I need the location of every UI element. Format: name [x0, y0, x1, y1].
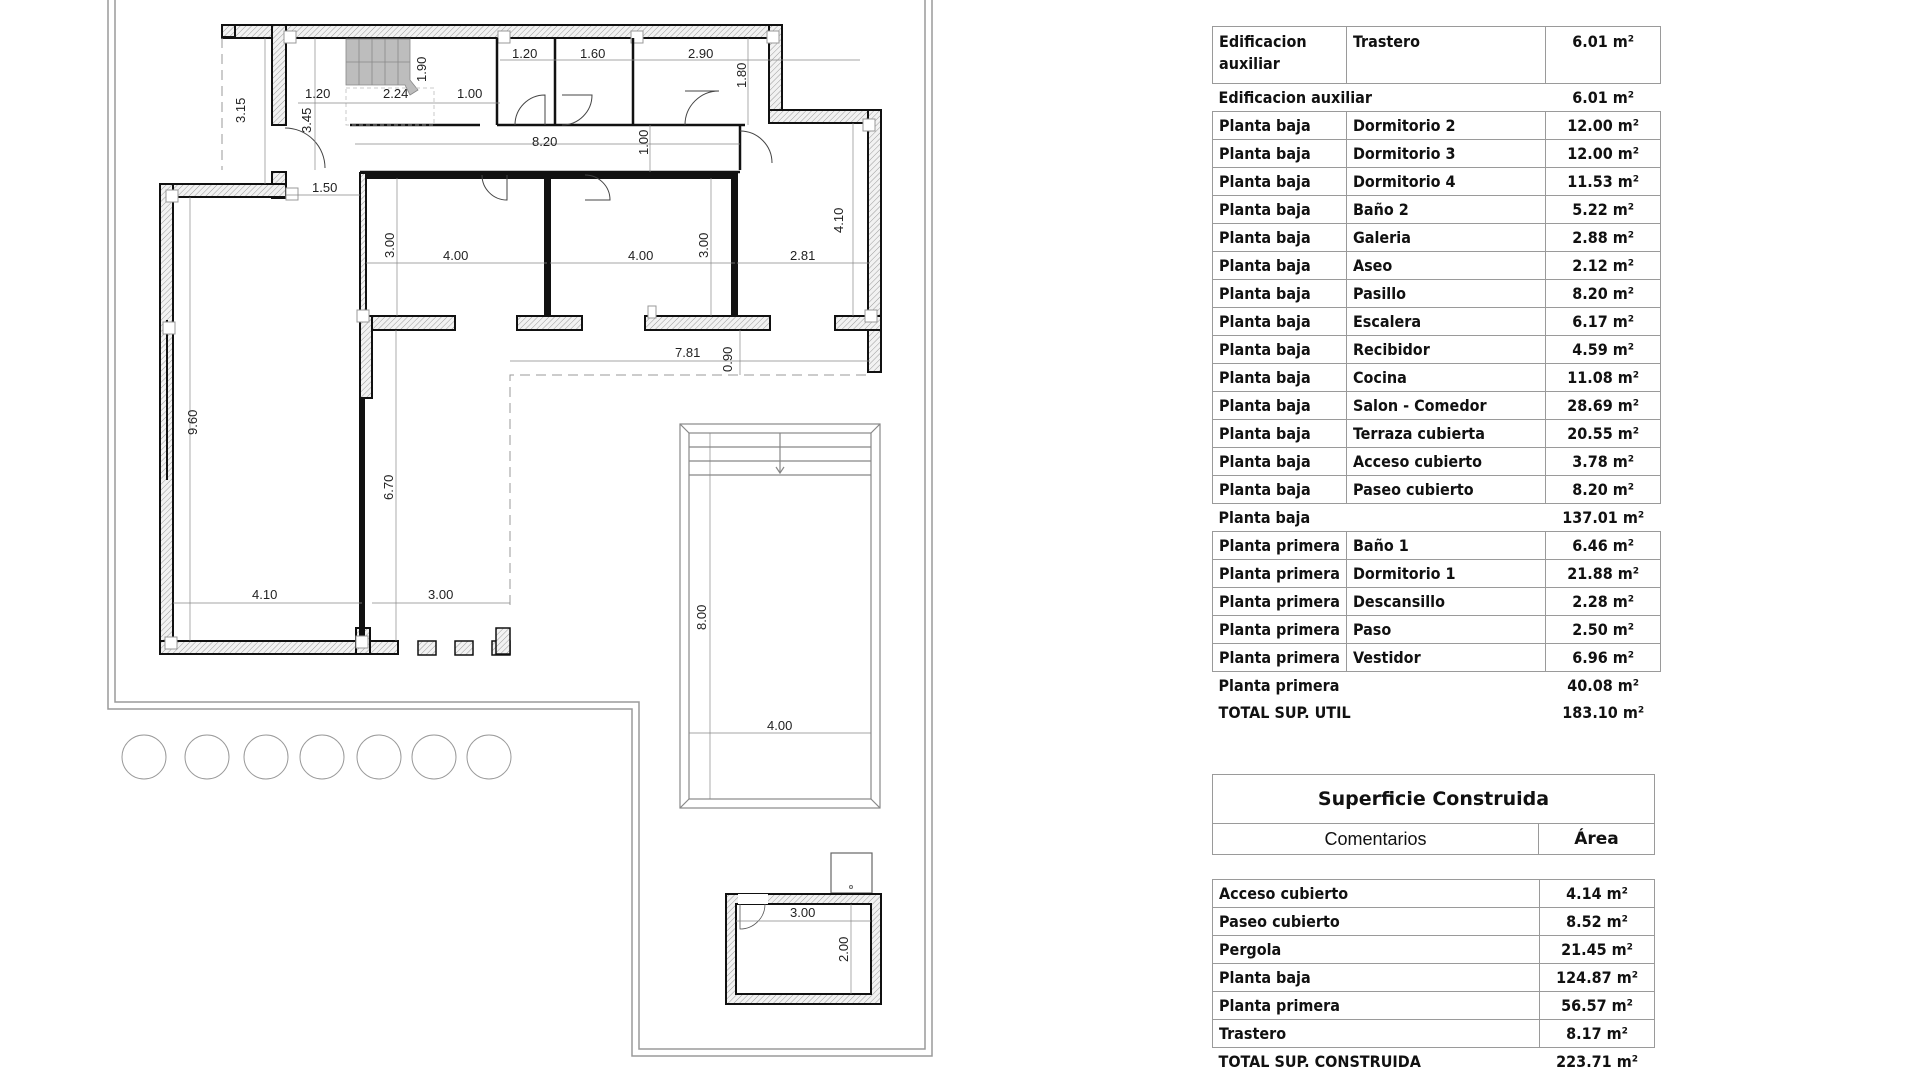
- room-cell: Aseo: [1346, 252, 1545, 280]
- room-cell: Pasillo: [1346, 280, 1545, 308]
- area-cell: 5.22 m²: [1546, 196, 1661, 224]
- area-cell: 2.28 m²: [1546, 588, 1661, 616]
- pergola-posts: [418, 628, 510, 655]
- svg-text:1.50: 1.50: [312, 180, 338, 195]
- svg-text:9.60: 9.60: [185, 409, 200, 435]
- svg-text:4.00: 4.00: [628, 248, 654, 263]
- svg-text:4.00: 4.00: [443, 248, 469, 263]
- room-cell: Dormitorio 1: [1346, 560, 1545, 588]
- superficie-construida-header: [1212, 774, 1655, 855]
- floor-cell: Planta baja: [1213, 308, 1347, 336]
- area-cell: 8.52 m²: [1540, 908, 1655, 936]
- table-row: [1213, 644, 1661, 672]
- floor-cell: Planta primera: [1213, 644, 1347, 672]
- table-row: [1213, 476, 1661, 504]
- total-label: TOTAL SUP. CONSTRUIDA: [1218, 1052, 1421, 1071]
- section-title: Superficie Construida: [1213, 775, 1655, 824]
- floor-cell: Planta primera: [1213, 616, 1347, 644]
- storage-shed: [726, 853, 881, 1004]
- label-cell: Pergola: [1213, 936, 1540, 964]
- svg-text:3.15: 3.15: [233, 97, 248, 123]
- area-cell: 11.08 m²: [1546, 364, 1661, 392]
- label-cell: Acceso cubierto: [1213, 880, 1540, 908]
- room-cell: Baño 2: [1346, 196, 1545, 224]
- svg-text:1.80: 1.80: [734, 62, 749, 88]
- room-cell: Cocina: [1346, 364, 1545, 392]
- table-row: [1213, 448, 1661, 476]
- area-cell: 2.88 m²: [1546, 224, 1661, 252]
- total-label: TOTAL SUP. UTIL: [1218, 703, 1351, 722]
- total-area: 223.71 m²: [1556, 1052, 1638, 1071]
- svg-text:1.20: 1.20: [512, 46, 538, 61]
- svg-text:1.20: 1.20: [305, 86, 331, 101]
- svg-text:3.00: 3.00: [428, 587, 454, 602]
- floor-cell: Planta baja: [1213, 252, 1347, 280]
- table-row: [1213, 364, 1661, 392]
- column-header-area: Área: [1539, 824, 1655, 855]
- room-cell: Trastero: [1346, 27, 1545, 84]
- table-row: [1213, 908, 1655, 936]
- area-cell: 6.46 m²: [1546, 532, 1661, 560]
- table-row: [1213, 224, 1661, 252]
- floor-cell: Planta baja: [1213, 392, 1347, 420]
- table-row: [1213, 964, 1655, 992]
- subtotal-row: [1213, 84, 1661, 112]
- room-cell: Vestidor: [1346, 644, 1545, 672]
- svg-text:1.00: 1.00: [636, 129, 651, 155]
- table-row: [1213, 140, 1661, 168]
- area-cell: 6.17 m²: [1546, 308, 1661, 336]
- total-row: [1213, 699, 1661, 726]
- room-cell: Paso: [1346, 616, 1545, 644]
- svg-text:0.90: 0.90: [720, 346, 735, 372]
- floor-cell: Planta baja: [1213, 112, 1347, 140]
- room-cell: Acceso cubierto: [1346, 448, 1545, 476]
- table-row: [1213, 196, 1661, 224]
- room-cell: Dormitorio 2: [1346, 112, 1545, 140]
- room-cell: Descansillo: [1346, 588, 1545, 616]
- area-cell: 28.69 m²: [1546, 392, 1661, 420]
- room-cell: Paseo cubierto: [1346, 476, 1545, 504]
- area-cell: 124.87 m²: [1540, 964, 1655, 992]
- table-row: [1213, 308, 1661, 336]
- area-cell: 2.12 m²: [1546, 252, 1661, 280]
- svg-text:3.00: 3.00: [696, 232, 711, 258]
- floor-cell: Planta baja: [1213, 196, 1347, 224]
- area-cell: 8.20 m²: [1546, 476, 1661, 504]
- floor-cell: Planta baja: [1213, 448, 1347, 476]
- tree-circles: [122, 735, 511, 779]
- svg-text:3.00: 3.00: [790, 905, 816, 920]
- svg-text:2.24: 2.24: [383, 86, 409, 101]
- door-swings: [285, 91, 772, 200]
- svg-text:8.20: 8.20: [532, 134, 558, 149]
- floor-cell: Planta baja: [1213, 476, 1347, 504]
- area-cell: 4.14 m²: [1540, 880, 1655, 908]
- room-cell: Recibidor: [1346, 336, 1545, 364]
- label-cell: Planta primera: [1213, 992, 1540, 1020]
- area-cell: 21.88 m²: [1546, 560, 1661, 588]
- room-cell: Dormitorio 4: [1346, 168, 1545, 196]
- table-row: [1213, 252, 1661, 280]
- column-header-comments: Comentarios: [1213, 824, 1539, 855]
- svg-text:2.90: 2.90: [688, 46, 714, 61]
- subtotal-area: 40.08 m²: [1567, 676, 1640, 695]
- svg-text:6.70: 6.70: [381, 474, 396, 500]
- svg-text:1.90: 1.90: [414, 56, 429, 82]
- area-cell: 6.01 m²: [1546, 27, 1661, 84]
- svg-text:4.00: 4.00: [767, 718, 793, 733]
- table-row: [1213, 560, 1661, 588]
- total-row: [1213, 1048, 1655, 1076]
- svg-text:2.81: 2.81: [790, 248, 816, 263]
- floor-cell: Planta primera: [1213, 588, 1347, 616]
- svg-text:1.00: 1.00: [457, 86, 483, 101]
- floor-cell: Planta baja: [1213, 168, 1347, 196]
- superficie-construida-table: [1212, 879, 1655, 1075]
- room-cell: Baño 1: [1346, 532, 1545, 560]
- superficie-util-table: [1212, 26, 1661, 726]
- table-row: [1213, 616, 1661, 644]
- table-row: [1213, 420, 1661, 448]
- subtotal-row: [1213, 672, 1661, 700]
- table-row: [1213, 27, 1661, 84]
- svg-text:2.00: 2.00: [836, 936, 851, 962]
- area-cell: 56.57 m²: [1540, 992, 1655, 1020]
- area-cell: 12.00 m²: [1546, 112, 1661, 140]
- svg-text:3.45: 3.45: [299, 107, 314, 133]
- area-cell: 11.53 m²: [1546, 168, 1661, 196]
- table-row: [1213, 1020, 1655, 1048]
- floor-cell: Planta baja: [1213, 420, 1347, 448]
- subtotal-area: 137.01 m²: [1562, 508, 1645, 527]
- floor-cell: Edificacion auxiliar: [1213, 27, 1347, 84]
- floor-cell: Planta baja: [1213, 336, 1347, 364]
- floor-cell: Planta primera: [1213, 560, 1347, 588]
- area-cell: 21.45 m²: [1540, 936, 1655, 964]
- table-row: [1213, 588, 1661, 616]
- area-cell: 8.20 m²: [1546, 280, 1661, 308]
- table-row: [1213, 936, 1655, 964]
- area-cell: 3.78 m²: [1546, 448, 1661, 476]
- table-row: [1213, 392, 1661, 420]
- subtotal-area: 6.01 m²: [1572, 88, 1635, 107]
- svg-text:4.10: 4.10: [831, 207, 846, 233]
- room-cell: Dormitorio 3: [1346, 140, 1545, 168]
- table-row: [1213, 992, 1655, 1020]
- subtotal-label: Planta baja: [1218, 508, 1311, 527]
- subtotal-label: Planta primera: [1218, 676, 1340, 695]
- label-cell: Planta baja: [1213, 964, 1540, 992]
- floor-cell: Planta baja: [1213, 224, 1347, 252]
- room-cell: Escalera: [1346, 308, 1545, 336]
- table-row: [1213, 532, 1661, 560]
- total-area: 183.10 m²: [1562, 703, 1645, 722]
- floor-cell: Planta baja: [1213, 364, 1347, 392]
- subtotal-row: [1213, 504, 1661, 532]
- main-house-walls: [160, 25, 881, 654]
- svg-text:3.00: 3.00: [382, 232, 397, 258]
- svg-text:8.00: 8.00: [694, 604, 709, 630]
- subtotal-label: Edificacion auxiliar: [1218, 88, 1372, 107]
- floor-cell: Planta primera: [1213, 532, 1347, 560]
- table-row: [1213, 168, 1661, 196]
- room-cell: Galeria: [1346, 224, 1545, 252]
- area-cell: 6.96 m²: [1546, 644, 1661, 672]
- label-cell: Paseo cubierto: [1213, 908, 1540, 936]
- table-row: [1213, 280, 1661, 308]
- floor-cell: Planta baja: [1213, 140, 1347, 168]
- table-row: [1213, 880, 1655, 908]
- area-cell: 4.59 m²: [1546, 336, 1661, 364]
- room-cell: Salon - Comedor: [1346, 392, 1545, 420]
- area-cell: 20.55 m²: [1546, 420, 1661, 448]
- table-row: [1213, 112, 1661, 140]
- table-row: [1213, 336, 1661, 364]
- svg-text:1.60: 1.60: [580, 46, 606, 61]
- svg-text:4.10: 4.10: [252, 587, 278, 602]
- room-cell: Terraza cubierta: [1346, 420, 1545, 448]
- floor-cell: Planta baja: [1213, 280, 1347, 308]
- area-cell: 12.00 m²: [1546, 140, 1661, 168]
- svg-text:7.81: 7.81: [675, 345, 701, 360]
- area-cell: 2.50 m²: [1546, 616, 1661, 644]
- label-cell: Trastero: [1213, 1020, 1540, 1048]
- area-cell: 8.17 m²: [1540, 1020, 1655, 1048]
